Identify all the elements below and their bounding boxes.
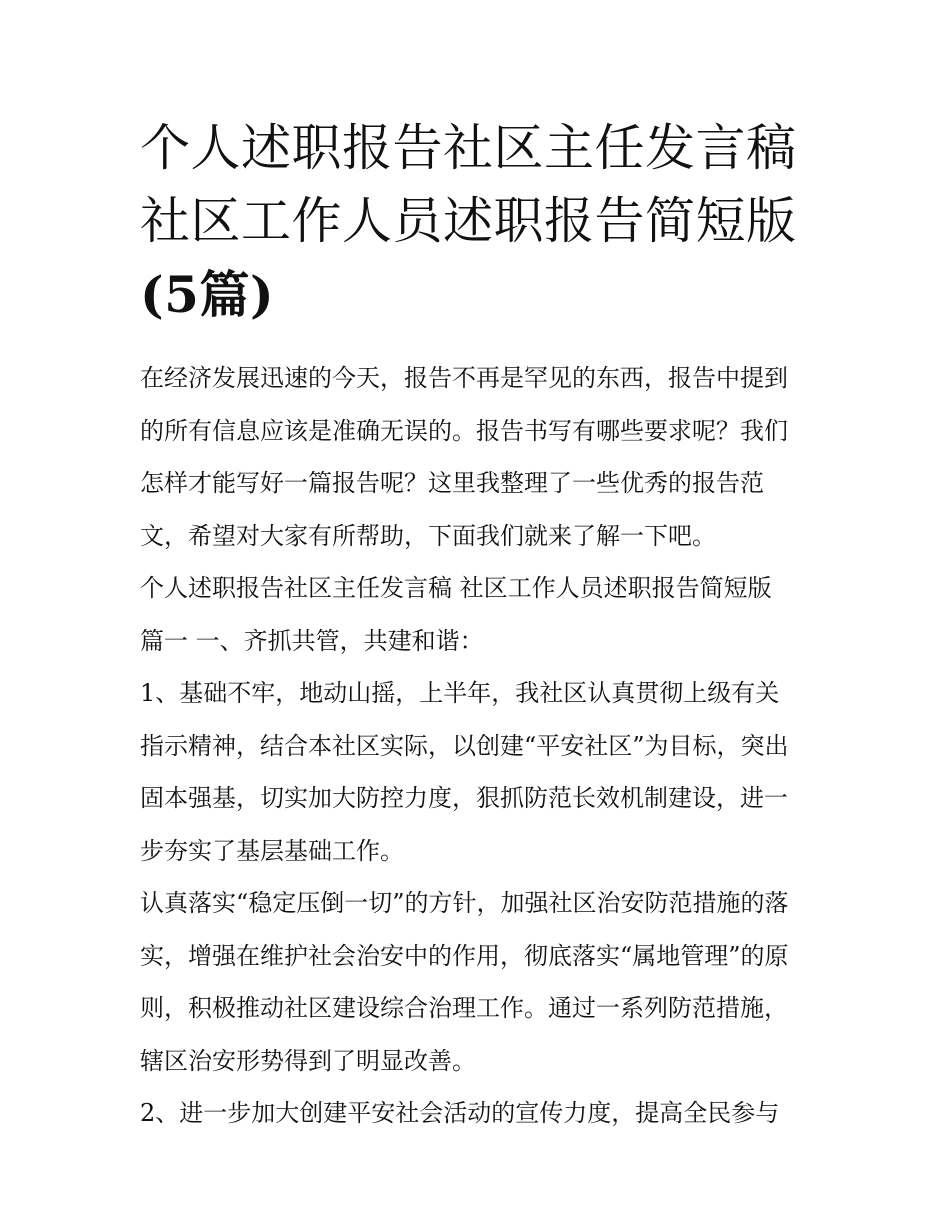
body-line: 个人述职报告社区主任发言稿 社区工作人员述职报告简短版 — [140, 574, 772, 602]
body-line: 固本强基，切实加大防控力度，狠抓防范长效机制建设，进一 — [140, 784, 788, 812]
document-body — [140, 352, 820, 1140]
body-line: 则，积极推动社区建设综合治理工作。通过一系列防范措施， — [140, 994, 788, 1022]
title-line: 个人述职报告社区主任发言稿 — [140, 119, 797, 177]
body-line: 辖区治安形势得到了明显改善。 — [140, 1046, 476, 1075]
body-line: 怎样才能写好一篇报告呢？这里我整理了一些优秀的报告范 — [140, 469, 764, 497]
body-line: 认真落实“稳定压倒一切”的方针，加强社区治安防范措施的落 — [140, 889, 789, 917]
document-title — [140, 112, 820, 331]
body-line: 1、基础不牢，地动山摇，上半年，我社区认真贯彻上级有关 — [140, 679, 780, 707]
title-line: 社区工作人员述职报告简短版 — [140, 192, 797, 250]
body-line: 的所有信息应该是准确无误的。报告书写有哪些要求呢？我们 — [140, 416, 788, 445]
title-line: (5篇) — [140, 265, 275, 324]
body-line: 实，增强在维护社会治安中的作用，彻底落实“属地管理”的原 — [140, 941, 789, 970]
body-line: 指示精神，结合本社区实际，以创建“平安社区”为目标，突出 — [140, 731, 789, 760]
body-line: 在经济发展迅速的今天，报告不再是罕见的东西，报告中提到 — [140, 364, 788, 392]
body-line: 步夯实了基层基础工作。 — [140, 836, 404, 865]
body-line: 文，希望对大家有所帮助，下面我们就来了解一下吧。 — [140, 521, 716, 550]
body-line: 篇一 一、齐抓共管，共建和谐： — [140, 626, 484, 655]
body-line: 2、进一步加大创建平安社会活动的宣传力度，提高全民参与 — [140, 1099, 780, 1127]
